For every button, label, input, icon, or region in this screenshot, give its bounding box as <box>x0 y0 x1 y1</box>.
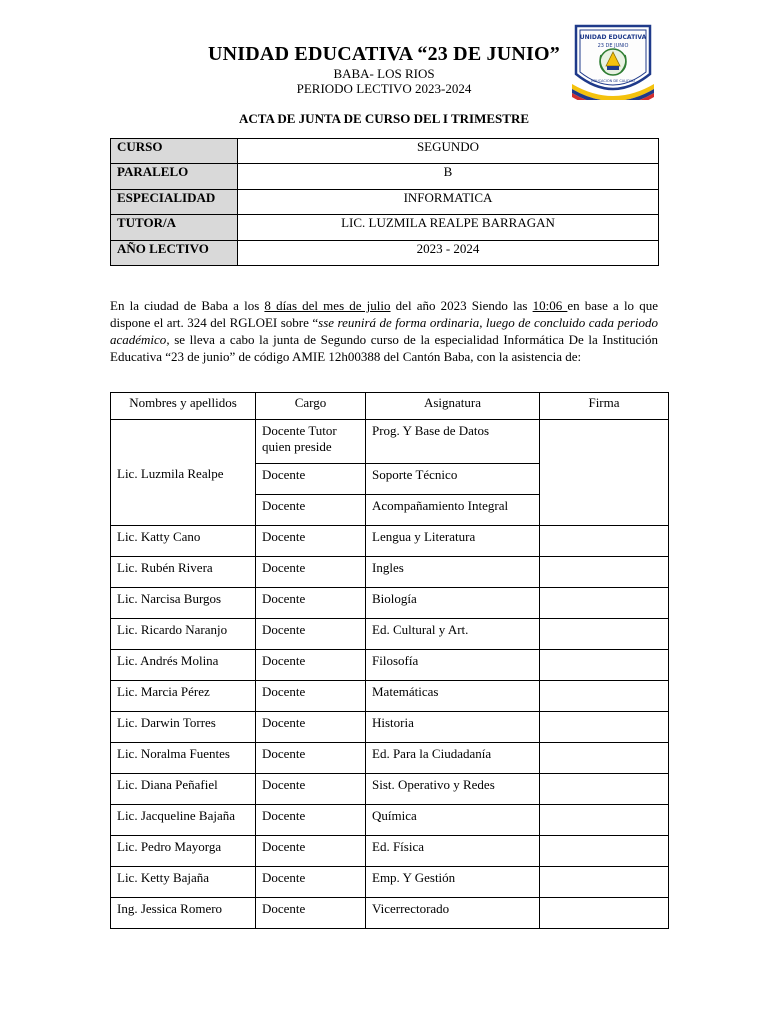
paragraph-text: En la ciudad de Baba a los <box>110 298 265 313</box>
cargo-cell: Docente Tutor quien preside <box>256 420 366 464</box>
intro-paragraph <box>110 297 658 365</box>
info-value: B <box>238 164 659 189</box>
asignatura-cell: Lengua y Literatura <box>366 526 540 557</box>
table-row <box>111 557 669 588</box>
cargo-cell: Docente <box>256 495 366 526</box>
logo-text-top: UNIDAD EDUCATIVA <box>579 34 647 41</box>
table-row <box>111 420 669 464</box>
name-cell: Lic. Marcia Pérez <box>111 681 256 712</box>
table-row <box>111 681 669 712</box>
info-row <box>111 164 659 189</box>
asignatura-cell: Ingles <box>366 557 540 588</box>
name-cell: Lic. Noralma Fuentes <box>111 743 256 774</box>
logo-text-bottom: EDUCACION DE CALIDAD <box>591 79 635 83</box>
table-row <box>111 805 669 836</box>
table-row <box>111 743 669 774</box>
name-cell: Lic. Narcisa Burgos <box>111 588 256 619</box>
name-cell: Ing. Jessica Romero <box>111 898 256 929</box>
asignatura-cell: Prog. Y Base de Datos <box>366 420 540 464</box>
info-row <box>111 240 659 265</box>
info-label: TUTOR/A <box>111 215 238 240</box>
cargo-cell: Docente <box>256 526 366 557</box>
cargo-cell: Docente <box>256 898 366 929</box>
paragraph-quote: sse reunirá de forma ordinaria, luego de concluido cada periodo académico <box>110 315 658 347</box>
asignatura-cell: Emp. Y Gestión <box>366 867 540 898</box>
info-label: PARALELO <box>111 164 238 189</box>
info-row <box>111 215 659 240</box>
document-title: ACTA DE JUNTA DE CURSO DEL I TRIMESTRE <box>238 111 530 126</box>
asignatura-cell: Vicerrectorado <box>366 898 540 929</box>
cargo-cell: Docente <box>256 681 366 712</box>
info-value: LIC. LUZMILA REALPE BARRAGAN <box>238 215 659 240</box>
cargo-cell: Docente <box>256 464 366 495</box>
name-cell: Lic. Ketty Bajaña <box>111 867 256 898</box>
paragraph-text: , se lleva a cabo la junta de Segundo curso de la especialidad Informática De la Institución Educativa “23 de junio” de código AMIE 12h00388 del Cantón Baba, con la asistencia de: <box>110 332 658 364</box>
info-value: 2023 - 2024 <box>238 240 659 265</box>
info-value: INFORMATICA <box>238 189 659 214</box>
name-cell: Lic. Darwin Torres <box>111 712 256 743</box>
signature-cell <box>540 650 669 681</box>
info-label: AÑO LECTIVO <box>111 240 238 265</box>
name-cell: Lic. Katty Cano <box>111 526 256 557</box>
attendance-table <box>110 392 669 929</box>
signature-cell <box>540 588 669 619</box>
school-period: PERIODO LECTIVO 2023-2024 <box>296 81 472 96</box>
table-row <box>111 526 669 557</box>
header-asignatura: Asignatura <box>366 393 540 420</box>
asignatura-cell: Química <box>366 805 540 836</box>
signature-cell <box>540 420 669 526</box>
table-row <box>111 898 669 929</box>
cargo-cell: Docente <box>256 836 366 867</box>
school-location: BABA- LOS RIOS <box>333 66 435 81</box>
info-row <box>111 139 659 164</box>
cargo-cell: Docente <box>256 619 366 650</box>
asignatura-cell: Ed. Física <box>366 836 540 867</box>
asignatura-cell: Sist. Operativo y Redes <box>366 774 540 805</box>
name-cell: Lic. Rubén Rivera <box>111 557 256 588</box>
name-cell: Lic. Jacqueline Bajaña <box>111 805 256 836</box>
asignatura-cell: Soporte Técnico <box>366 464 540 495</box>
signature-cell <box>540 557 669 588</box>
paragraph-time: 10:06 <box>532 298 568 313</box>
school-name: UNIDAD EDUCATIVA “23 DE JUNIO” <box>208 43 560 65</box>
table-row <box>111 619 669 650</box>
table-row <box>111 774 669 805</box>
cargo-cell: Docente <box>256 588 366 619</box>
school-logo <box>570 22 656 100</box>
signature-cell <box>540 681 669 712</box>
cargo-cell: Docente <box>256 774 366 805</box>
header-cargo: Cargo <box>256 393 366 420</box>
logo-text-sub: 23 DE JUNIO <box>597 43 629 49</box>
signature-cell <box>540 867 669 898</box>
cargo-cell: Docente <box>256 650 366 681</box>
cargo-cell: Docente <box>256 867 366 898</box>
cargo-cell: Docente <box>256 743 366 774</box>
paragraph-date: 8 días del mes de julio <box>264 298 391 313</box>
asignatura-cell: Ed. Para la Ciudadanía <box>366 743 540 774</box>
tutor-name: Lic. Luzmila Realpe <box>111 420 256 526</box>
asignatura-cell: Filosofía <box>366 650 540 681</box>
paragraph-text: del año 2023 Siendo las <box>390 298 533 313</box>
asignatura-cell: Biología <box>366 588 540 619</box>
course-info-table <box>110 138 659 266</box>
paragraph-text: en base a lo que dispone el art. 324 del RGLOEI sobre “ <box>110 298 658 330</box>
info-value: SEGUNDO <box>238 139 659 164</box>
signature-cell <box>540 526 669 557</box>
signature-cell <box>540 836 669 867</box>
signature-cell <box>540 712 669 743</box>
cargo-cell: Docente <box>256 557 366 588</box>
table-row <box>111 588 669 619</box>
signature-cell <box>540 805 669 836</box>
info-label: CURSO <box>111 139 238 164</box>
asignatura-cell: Acompañamiento Integral <box>366 495 540 526</box>
table-row <box>111 867 669 898</box>
name-cell: Lic. Pedro Mayorga <box>111 836 256 867</box>
name-cell: Lic. Andrés Molina <box>111 650 256 681</box>
asignatura-cell: Ed. Cultural y Art. <box>366 619 540 650</box>
attendance-header-row <box>111 393 669 420</box>
signature-cell <box>540 774 669 805</box>
header-names: Nombres y apellidos <box>111 393 256 420</box>
asignatura-cell: Historia <box>366 712 540 743</box>
cargo-cell: Docente <box>256 805 366 836</box>
info-row <box>111 189 659 214</box>
table-row <box>111 836 669 867</box>
cargo-cell: Docente <box>256 712 366 743</box>
name-cell: Lic. Diana Peñafiel <box>111 774 256 805</box>
signature-cell <box>540 898 669 929</box>
table-row <box>111 712 669 743</box>
table-row <box>111 650 669 681</box>
asignatura-cell: Matemáticas <box>366 681 540 712</box>
info-label: ESPECIALIDAD <box>111 189 238 214</box>
name-cell: Lic. Ricardo Naranjo <box>111 619 256 650</box>
signature-cell <box>540 743 669 774</box>
header-firma: Firma <box>540 393 669 420</box>
signature-cell <box>540 619 669 650</box>
